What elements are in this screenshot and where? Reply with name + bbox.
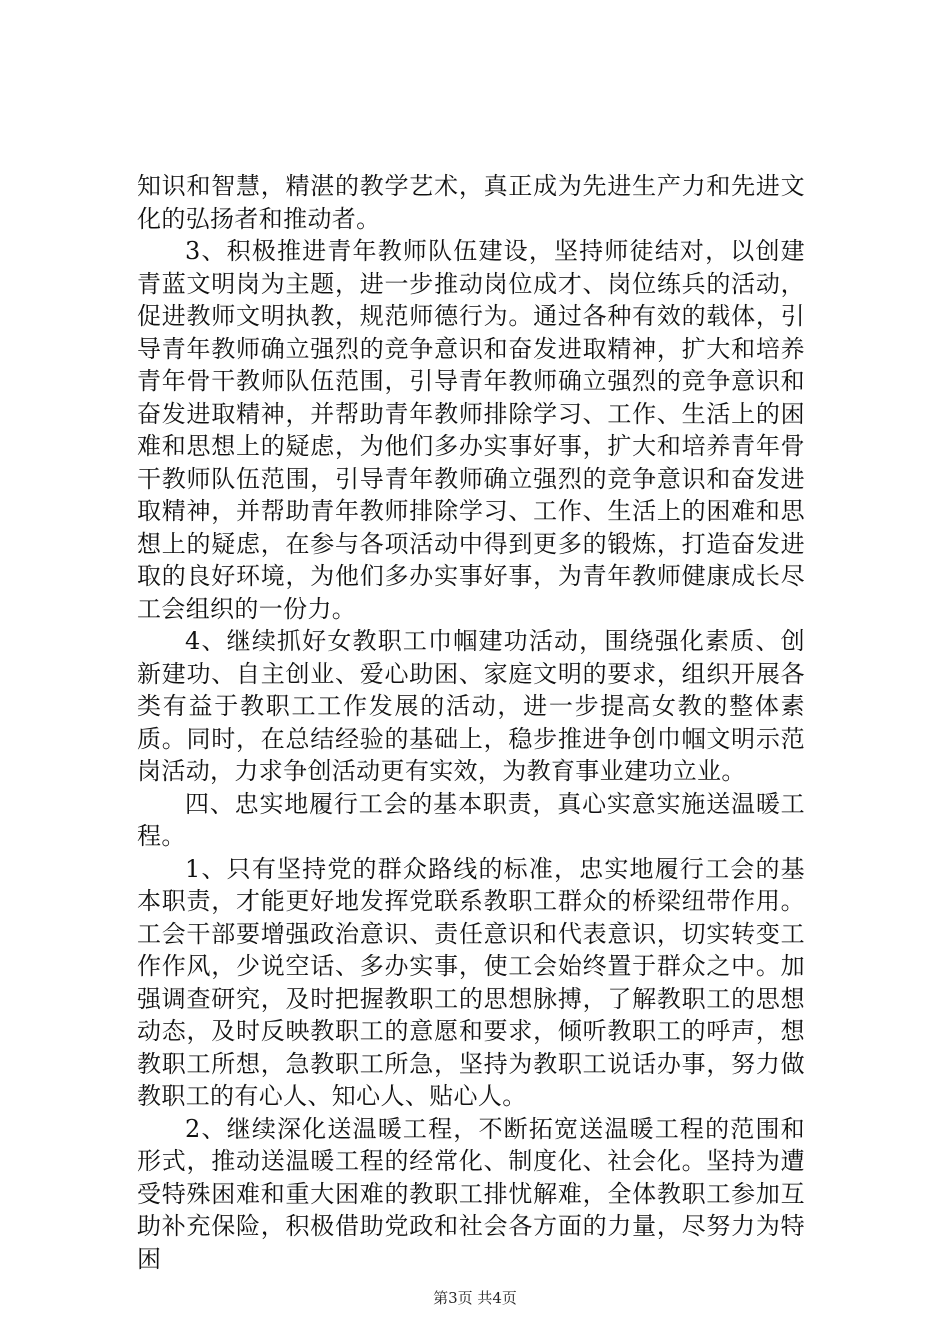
paragraph-item-4: 4、继续抓好女教职工巾帼建功活动，围绕强化素质、创新建功、自主创业、爱心助困、家庭文明的要求，组织开展各类有益于教职工工作发展的活动，进一步提高女教的整体素质。同时，在总结经验的基础上，稳步推进争创巾帼文明示范岗活动，力求争创活动更有实效，为教育事业建功立业。 <box>137 627 805 785</box>
section-heading-four: 四、忠实地履行工会的基本职责，真心实意实施送温暖工程。 <box>137 789 805 850</box>
paragraph-item-2: 2、继续深化送温暖工程，不断拓宽送温暖工程的范围和形式，推动送温暖工程的经常化、制度化、社会化。坚持为遭受特殊困难和重大困难的教职工排忧解难，全体教职工参加互助补充保险，积极借助党政和社会各方面的力量，尽努力为特困 <box>137 1114 805 1273</box>
paragraph-continuation: 知识和智慧，精湛的教学艺术，真正成为先进生产力和先进文化的弘扬者和推动者。 <box>137 172 805 233</box>
document-body <box>137 170 805 1275</box>
paragraph-item-1: 1、只有坚持党的群众路线的标准，忠实地履行工会的基本职责，才能更好地发挥党联系教职工群众的桥梁纽带作用。工会干部要增强政治意识、责任意识和代表意识，切实转变工作作风，少说空话、多办实事，使工会始终置于群众之中。加强调查研究，及时把握教职工的思想脉搏，了解教职工的思想动态，及时反映教职工的意愿和要求，倾听教职工的呼声，想教职工所想，急教职工所急，坚持为教职工说话办事，努力做教职工的有心人、知心人、贴心人。 <box>137 854 805 1110</box>
paragraph-item-3: 3、积极推进青年教师队伍建设，坚持师徒结对，以创建青蓝文明岗为主题，进一步推动岗位成才、岗位练兵的活动，促进教师文明执教，规范师德行为。通过各种有效的载体，引导青年教师确立强烈的竞争意识和奋发进取精神，扩大和培养青年骨干教师队伍范围，引导青年教师确立强烈的竞争意识和奋发进取精神，并帮助青年教师排除学习、工作、生活上的困难和思想上的疑虑，为他们多办实事好事，扩大和培养青年骨干教师队伍范围，引导青年教师确立强烈的竞争意识和奋发进取精神，并帮助青年教师排除学习、工作、生活上的困难和思想上的疑虑，在参与各项活动中得到更多的锻炼，打造奋发进取的良好环境，为他们多办实事好事，为青年教师健康成长尽工会组织的一份力。 <box>137 237 805 623</box>
page-number-footer: 第3页 共4页 <box>433 1289 517 1307</box>
